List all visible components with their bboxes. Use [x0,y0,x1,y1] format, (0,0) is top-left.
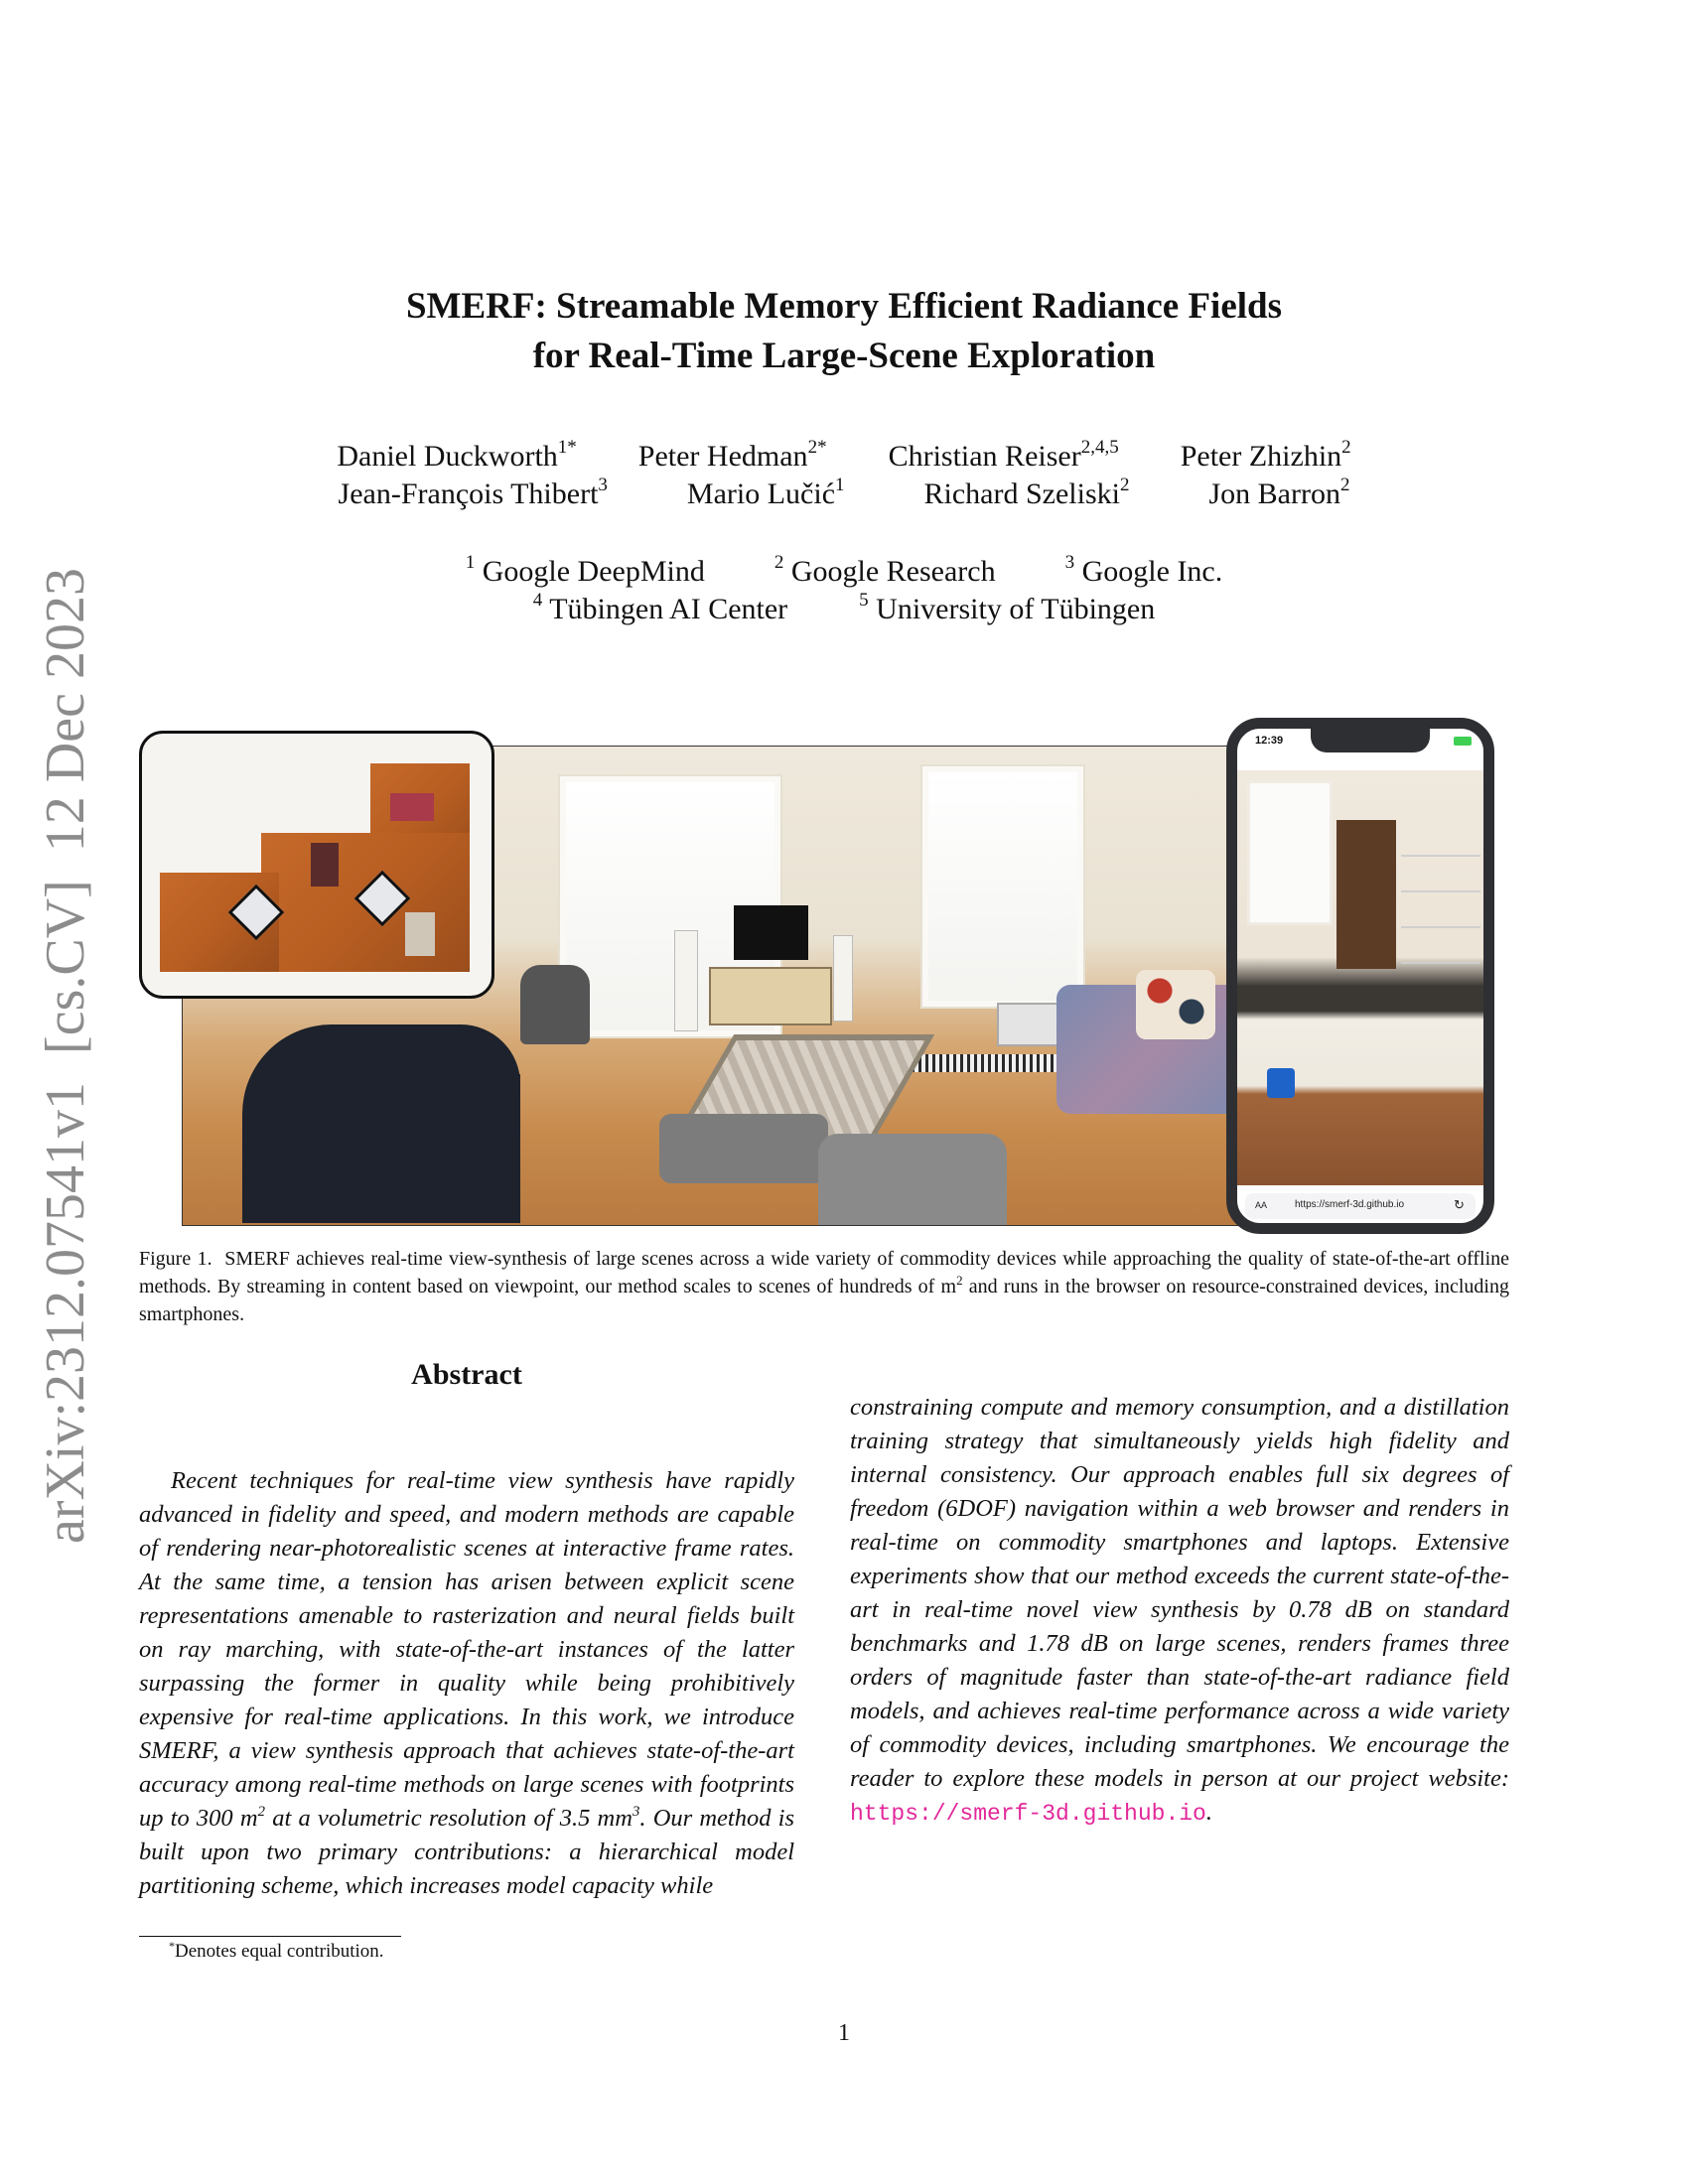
television [734,905,808,960]
abstract-column-right [850,1391,1509,1831]
battery-icon [1454,737,1472,746]
author: Christian Reiser$^{2,4,5}$ [888,437,1119,473]
metal-shelf [1401,855,1480,964]
browser-address-bar[interactable] [1245,1193,1476,1219]
author: Jean-François Thibert$^3$ [338,475,608,510]
floorplan-minimap [139,731,494,999]
affiliation: $^3$ Google Inc. [1064,552,1223,588]
arxiv-identifier-stamp: arXiv:2312.07541v1 [cs.CV] 12 Dec 2023 [35,568,96,1544]
title-line-1: SMERF: Streamable Memory Efficient Radiance Fields [405,286,1283,327]
armchair [818,1134,1007,1226]
floorplan-rug [390,793,434,821]
radiator [898,1054,1076,1072]
patterned-pillow [1136,970,1215,1039]
phone-status-time: 12:39 [1255,735,1284,747]
author: Mario Lučić$^1$ [686,475,845,510]
ottoman [659,1114,828,1183]
paper-title [0,282,1688,381]
browser-url[interactable]: https://smerf-3d.github.io [1295,1199,1405,1210]
footnote: *Denotes equal contribution. [169,1939,384,1962]
author-list-row-2 [0,476,1688,513]
project-website-link[interactable]: https://smerf-3d.github.io [850,1801,1206,1827]
abstract-paragraph: Recent techniques for real-time view synthesis have rapidly advanced in fidelity and speed, and modern methods are capable of rendering near-photorealistic scenes at interactive frame rates. At the same time, a tension has arisen between explicit scene representations amenable to rasterization and neural fields built on ray marching, with state-of-the-art instances of the latter surpassing the former in quality while being prohibitively expensive for real-time applications. In this work, we introduce SMERF, a view synthesis approach that achieves state-of-the-art accuracy among real-time methods on large scenes with footprints up to 300 $m^2$ at a volumetric resolution of 3.5 $mm^3$. Our method is built upon two primary contributions: a hierarchical model partitioning scheme, which increases model capacity while [139,1467,795,1899]
affiliation: $^5$ University of Tübingen [859,590,1156,625]
abstract-heading: Abstract [411,1358,522,1391]
author-list-row-1 [0,438,1688,476]
speaker [674,930,698,1031]
author: Peter Hedman$^{2*}$ [637,437,827,473]
office-chair [520,965,590,1044]
author: Jon Barron$^2$ [1208,475,1350,510]
figure-caption: Figure 1. SMERF achieves real-time view-synthesis of large scenes across a wide variety of commodity devices while approaching the quality of state-of-the-art offline methods. By streaming in content based on viewpoint, our method scales to scenes of hundreds of $m^2$ and runs in the browser on resource-constrained devices, including smartphones. [139,1248,1510,1325]
affiliation: $^2$ Google Research [774,552,996,588]
tv-stand [709,967,832,1025]
affiliation-row-2 [0,591,1688,628]
figure-label: Figure 1. [139,1248,212,1270]
page-number: 1 [838,2020,850,2046]
affiliation: $^1$ Google DeepMind [465,552,705,588]
author: Richard Szeliski$^2$ [923,475,1130,510]
bookshelf [1336,820,1396,969]
phone-notch [1311,727,1430,752]
floorplan-rug [311,843,339,887]
phone-kitchen-render [1237,770,1483,1185]
window-right [922,766,1083,1007]
author: Daniel Duckworth$^{1*}$ [337,437,577,473]
reader-mode-button[interactable]: AA [1255,1200,1268,1210]
window [1247,780,1333,925]
reload-icon[interactable]: ↻ [1454,1197,1465,1212]
abstract-paragraph-continued: constraining compute and memory consumption, and a distillation training strategy that simultaneously yields high fidelity and internal consistency. Our approach enables full six degrees of freedom (6DOF) navigation within a web browser and renders in real-time on commodity smartphones and laptops. Extensive experiments show that our method exceeds the current state-of-the-art in real-time novel view synthesis by 0.78 dB on standard benchmarks and 1.78 dB on large scenes, renders frames three orders of magnitude faster than state-of-the-art radiance field models, and achieves real-time performance across a wide variety of commodity devices, including smartphones. We encourage the reader to explore these models in person at our project website: https://smerf-3d.github.io. [850,1394,1509,1827]
author: Peter Zhizhin$^2$ [1180,437,1351,473]
affiliation-row-1 [0,553,1688,591]
lounge-chair [242,1024,520,1223]
title-line-2: for Real-Time Large-Scene Exploration [532,336,1156,376]
footnote-rule [139,1936,401,1937]
floorplan-rug [405,912,435,956]
affiliation: $^4$ Tübingen AI Center [532,590,788,625]
speaker [833,935,853,1022]
abstract-column-left [139,1464,794,1903]
smartphone-mockup [1226,718,1494,1234]
blue-bucket [1267,1068,1295,1098]
